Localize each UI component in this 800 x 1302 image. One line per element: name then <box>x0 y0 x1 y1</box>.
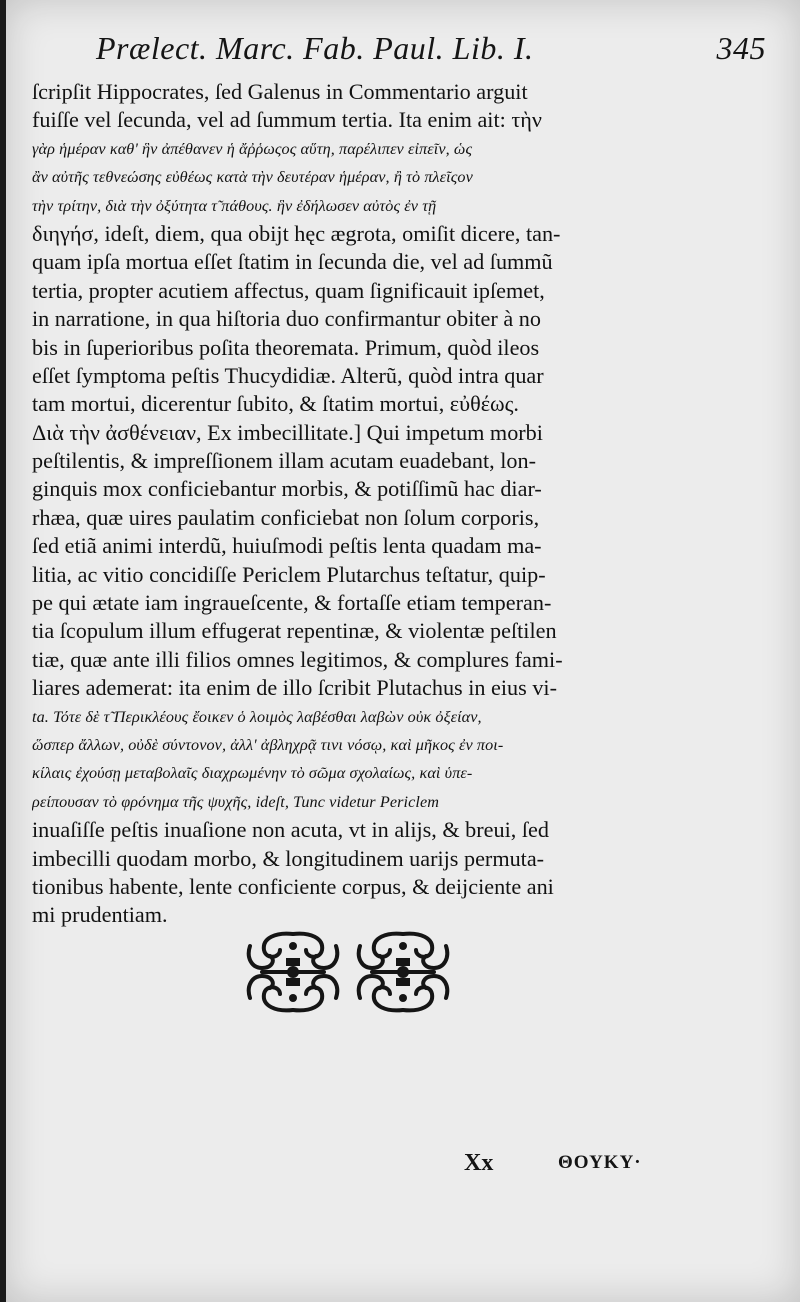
text-line: ginquis mox conficiebantur morbis, & potiſſimũ hac diar- <box>32 476 542 502</box>
text-line: ſed etiã animi interdũ, huiuſmodi peſtis lenta quadam ma- <box>32 533 542 559</box>
greek-line: γὰρ ἡμέραν καθ' ἣν ἀπέθανεν ἡ ἄῤῥωςος αὕτη, παρέλιπεν εἰπεῖν, ὡς <box>32 139 473 158</box>
text-line: διηγήσ, ideſt, diem, qua obijt hęc ægrota, omiſit dicere, tan- <box>32 220 561 246</box>
page-number: 345 <box>716 30 766 66</box>
greek-line: τὴν τρίτην, διὰ τὴν ὀξύτητα τ̃ πάθους. ἣν ἐδήλωσεν αὐτὸς ἐν τῇ <box>32 196 437 215</box>
text-line: litia, ac vitio concidiſſe Periclem Plutarchus teſtatur, quip- <box>32 561 546 587</box>
text-line: fuiſſe vel ſecunda, vel ad ſummum tertia. Ita enim ait: τὴν <box>32 107 542 133</box>
greek-line: ὥσπερ ἄλλων, οὐδὲ σύντονον, ἀλλ' ἀβληχρᾷ τινι νόσῳ, καὶ μῆκος ἐν ποι- <box>32 735 504 754</box>
greek-line: ρείπουσαν τὸ φρόνημα τῆς ψυχῆς, ideſt, Tunc videtur Periclem <box>32 792 440 811</box>
text-line: inuaſiſſe peſtis inuaſione non acuta, vt in alijs, & breui, ſed <box>32 817 549 843</box>
text-line: ſcripſit Hippocrates, ſed Galenus in Commentario arguit <box>32 79 528 104</box>
text-line: tiæ, quæ ante illi filios omnes legitimos, & complures fami- <box>32 646 563 672</box>
text-line: mi prudentiam. <box>32 902 168 928</box>
book-page <box>6 0 800 1302</box>
fleuron-ornament-icon <box>352 928 454 1016</box>
text-line: quam ipſa mortua eſſet ſtatim in ſecunda die, vel ad ſummũ <box>32 249 553 275</box>
text-line: bis in ſuperioribus poſita theoremata. Primum, quòd ileos <box>32 334 540 360</box>
text-line: tionibus habente, lente conficiente corpus, & deijciente ani <box>32 873 554 899</box>
text-line: eſſet ſymptoma peſtis Thucydidiæ. Alterũ, quòd intra quar <box>32 362 544 388</box>
text-line: in narratione, in qua hiſtoria duo confirmantur obiter à no <box>32 306 541 332</box>
text-line: tertia, propter acutiem affectus, quam ſignificauit ipſemet, <box>32 277 545 303</box>
body-text <box>32 78 772 930</box>
text-line: pe qui ætate iam ingraueſcente, & fortaſſe etiam temperan- <box>32 590 552 616</box>
catchword: ΘΟΥΚΥ· <box>558 1152 642 1173</box>
running-header <box>96 30 766 70</box>
text-line: Διὰ τὴν ἀσθένειαν, Ex imbecillitate.] Qui impetum morbi <box>32 419 543 445</box>
text-line: peſtilentis, & impreſſionem illam acutam euadebant, lon- <box>32 448 537 474</box>
text-line: tia ſcopulum illum effugerat repentinæ, & violentæ peſtilen <box>32 618 557 644</box>
greek-line: κίλαις ἐχούσῃ μεταβολαῖς διαχρωμένην τὸ σῶμα σχολαίως, καὶ ὑπε- <box>32 764 473 783</box>
running-title: Prælect. Marc. Fab. Paul. Lib. I. <box>96 30 534 66</box>
text-line: imbecilli quodam morbo, & longitudinem uarijs permuta- <box>32 845 545 871</box>
greek-line: ta. Τότε δὲ τ̃ Περικλέους ἔοικεν ὁ λοιμὸς λαβέσθαι λαβὼν οὐκ ὀξείαν, <box>32 707 482 726</box>
text-line: liares ademerat: ita enim de illo ſcribit Plutachus in eius vi- <box>32 675 557 701</box>
page-footer <box>6 1150 800 1184</box>
text-line: tam mortui, dicerentur ſubito, & ſtatim mortui, εὐθέως. <box>32 391 519 417</box>
signature-mark: Xx <box>464 1150 494 1176</box>
fleuron-ornament-icon <box>242 928 344 1016</box>
greek-line: ἂν αὐτῆς τεθνεώσης εὐθέως κατὰ τὴν δευτέραν ἡμέραν, ἢ τὸ πλεῖςον <box>32 168 473 187</box>
text-line: rhæa, quæ uires paulatim conficiebat non ſolum corporis, <box>32 504 540 530</box>
